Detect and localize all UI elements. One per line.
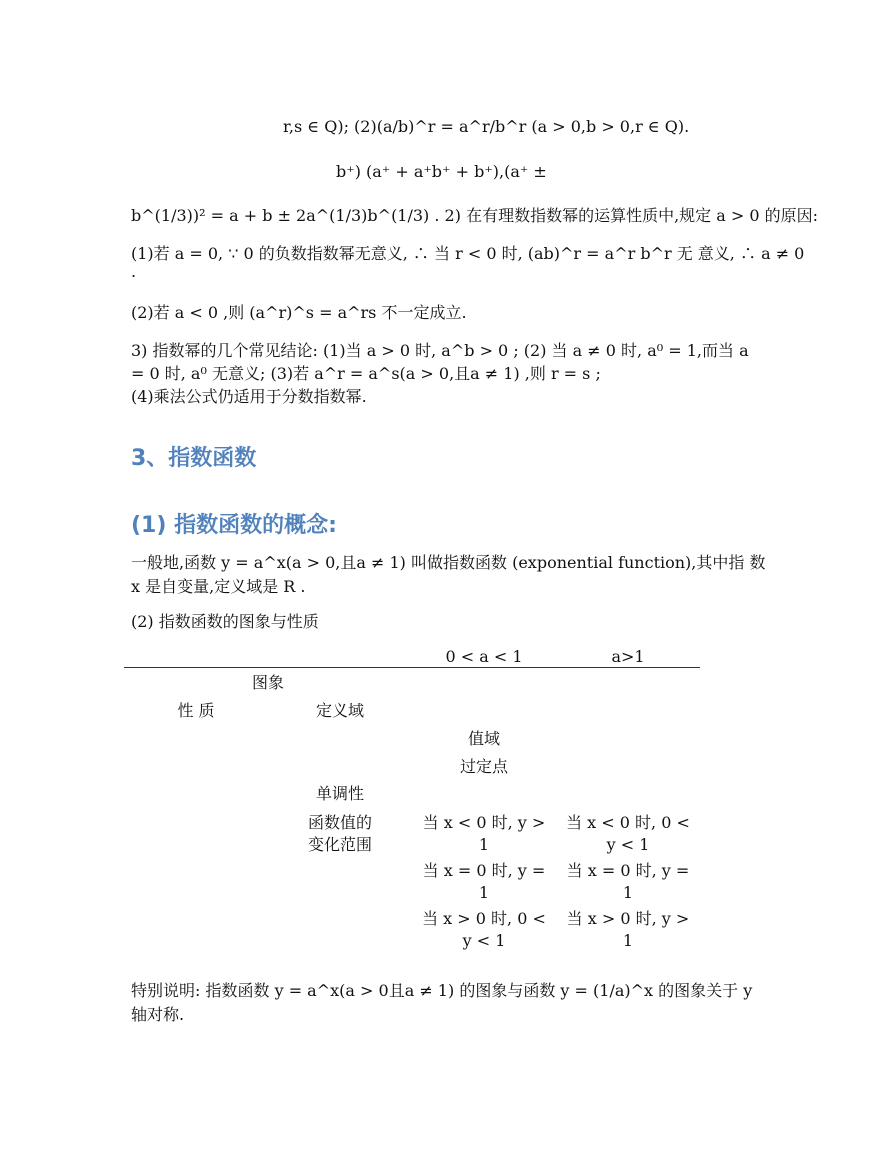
reason-line-1-end: . (131, 262, 137, 281)
cell-c2-r1-b: y < 1 (606, 835, 650, 854)
row-label-image: 图象 (251, 673, 284, 692)
formula-line-2: b⁺) (a⁺ + a⁺b⁺ + b⁺),(a⁺ ± (336, 162, 547, 181)
cell-c1-r2-a: 当 x = 0 时, y = (422, 861, 546, 880)
row-label-properties: 性 质 (177, 701, 215, 720)
row-label-monotonicity: 单调性 (315, 784, 364, 803)
conclusion-line-2: = 0 时, a⁰ 无意义; (3)若 a^r = a^s(a > 0,且a ≠ 1) ,则 r = s ; (131, 364, 601, 383)
special-note-line-2: 轴对称. (131, 1005, 185, 1024)
row-label-change-1: 函数值的 (307, 813, 372, 832)
reason-line-2: (2)若 a < 0 ,则 (a^r)^s = a^rs 不一定成立. (131, 303, 467, 322)
definition-line-1: 一般地,函数 y = a^x(a > 0,且a ≠ 1) 叫做指数函数 (exponential function),其中指 数 (131, 553, 766, 572)
section-heading: 3、指数函数 (131, 446, 257, 471)
cell-c2-r3-b: 1 (622, 931, 634, 950)
definition-line-2: x 是自变量,定义域是 R . (131, 577, 306, 596)
cell-c2-r3-a: 当 x > 0 时, y > (566, 909, 690, 928)
formula-line-3: b^(1/3))² = a + b ± 2a^(1/3)b^(1/3) . 2) 在有理数指数幂的运算性质中,规定 a > 0 的原因: (131, 206, 819, 225)
header-0-a-1: 0 < a < 1 (445, 647, 523, 666)
cell-c1-r3-b: y < 1 (462, 931, 506, 950)
table-header-rule (124, 667, 700, 668)
cell-c1-r1-a: 当 x < 0 时, y > (422, 813, 546, 832)
formula-line-1: r,s ∈ Q); (2)(a/b)^r = a^r/b^r (a > 0,b > 0,r ∈ Q). (283, 117, 690, 136)
cell-c1-r1-b: 1 (478, 835, 490, 854)
row-label-change-2: 变化范围 (307, 835, 372, 854)
conclusion-line-1: 3) 指数幂的几个常见结论: (1)当 a > 0 时, a^b > 0 ; (2) 当 a ≠ 0 时, a⁰ = 1,而当 a (131, 341, 749, 360)
special-note-line-1: 特别说明: 指数函数 y = a^x(a > 0且a ≠ 1) 的图象与函数 y = (1/a)^x 的图象关于 y (131, 981, 753, 1000)
row-label-domain: 定义域 (315, 701, 364, 720)
cell-c2-r2-a: 当 x = 0 时, y = (566, 861, 690, 880)
reason-line-1: (1)若 a = 0, ∵ 0 的负数指数幂无意义, ∴ 当 r < 0 时, (ab)^r = a^r b^r 无 意义, ∴ a ≠ 0 (131, 244, 805, 263)
cell-c2-r1-a: 当 x < 0 时, 0 < (566, 813, 690, 832)
row-label-fixed-point: 过定点 (459, 757, 508, 776)
cell-c1-r3-a: 当 x > 0 时, 0 < (422, 909, 546, 928)
conclusion-line-3: (4)乘法公式仍适用于分数指数幂. (131, 387, 367, 406)
row-label-range: 值域 (467, 729, 500, 748)
cell-c1-r2-b: 1 (478, 883, 490, 902)
header-a-gt-1: a>1 (611, 647, 645, 666)
cell-c2-r2-b: 1 (622, 883, 634, 902)
subsection-heading: (1) 指数函数的概念: (131, 513, 337, 538)
table-caption: (2) 指数函数的图象与性质 (131, 612, 319, 631)
